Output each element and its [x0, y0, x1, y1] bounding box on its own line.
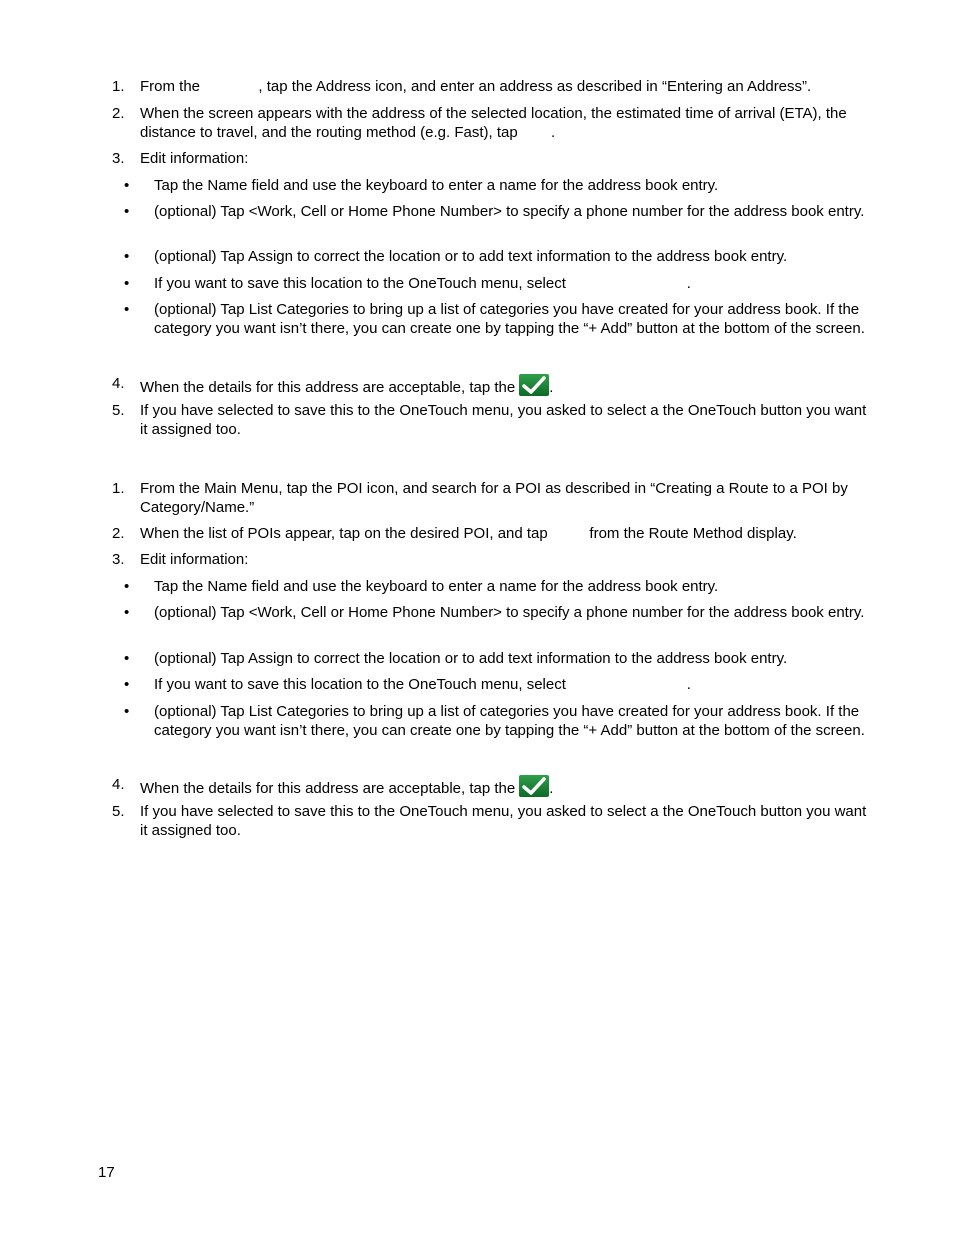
green-checkmark-icon — [519, 775, 549, 797]
s1-step-1: 1. From the , tap the Address icon, and enter an address as described in “Entering an Address”. — [112, 78, 812, 95]
s2-step-2: 2. When the list of POIs appear, tap on the desired POI, and tap from the Route Method display. — [112, 525, 797, 542]
s1-bullet: • Tap the Name field and use the keyboard to enter a name for the address book entry. — [124, 177, 719, 194]
s1-bullet: • (optional) Tap Assign to correct the location or to add text information to the address book entry. — [124, 248, 788, 265]
s2-bullet: • (optional) Tap <Work, Cell or Home Phone Number> to specify a phone number for the address book entry. — [124, 604, 865, 621]
s1-bullet: • (optional) Tap <Work, Cell or Home Phone Number> to specify a phone number for the address book entry. — [124, 203, 865, 220]
s2-bullet: • Tap the Name field and use the keyboard to enter a name for the address book entry. — [124, 578, 719, 595]
s1-step-2: 2. When the screen appears with the address of the selected location, the estimated time of arrival (ETA), the distance to travel, and the routing method (e.g. Fast), tap . — [112, 105, 851, 141]
page-number: 17 — [98, 1164, 115, 1181]
s2-step-1: 1. From the Main Menu, tap the POI icon, and search for a POI as described in “Creating a Route to a POI by Category/Name.” — [112, 480, 848, 516]
s2-step-5: 5. If you have selected to save this to the OneTouch menu, you asked to select a the OneTouch button you want it assigned too. — [112, 803, 867, 839]
s1-step-3: 3. Edit information: — [112, 150, 249, 167]
s2-bullet: • If you want to save this location to the OneTouch menu, select . — [124, 676, 691, 693]
s2-step-4: 4. When the details for this address are acceptable, tap the . — [112, 776, 554, 797]
s2-bullet: • (optional) Tap List Categories to bring up a list of categories you have created for your address book. If the category you want isn’t there, you can create one by tapping the “+ Add” button at the bottom of the screen. — [124, 703, 865, 739]
s1-bullet: • If you want to save this location to the OneTouch menu, select . — [124, 275, 691, 292]
s2-step-3: 3. Edit information: — [112, 551, 249, 568]
s2-bullet: • (optional) Tap Assign to correct the location or to add text information to the address book entry. — [124, 650, 788, 667]
green-checkmark-icon — [519, 374, 549, 396]
s1-step-4: 4. When the details for this address are acceptable, tap the . — [112, 375, 554, 396]
s1-bullet: • (optional) Tap List Categories to bring up a list of categories you have created for your address book. If the category you want isn’t there, you can create one by tapping the “+ Add” button at the bottom of the screen. — [124, 301, 865, 337]
s1-step-5: 5. If you have selected to save this to the OneTouch menu, you asked to select a the OneTouch button you want it assigned too. — [112, 402, 867, 438]
